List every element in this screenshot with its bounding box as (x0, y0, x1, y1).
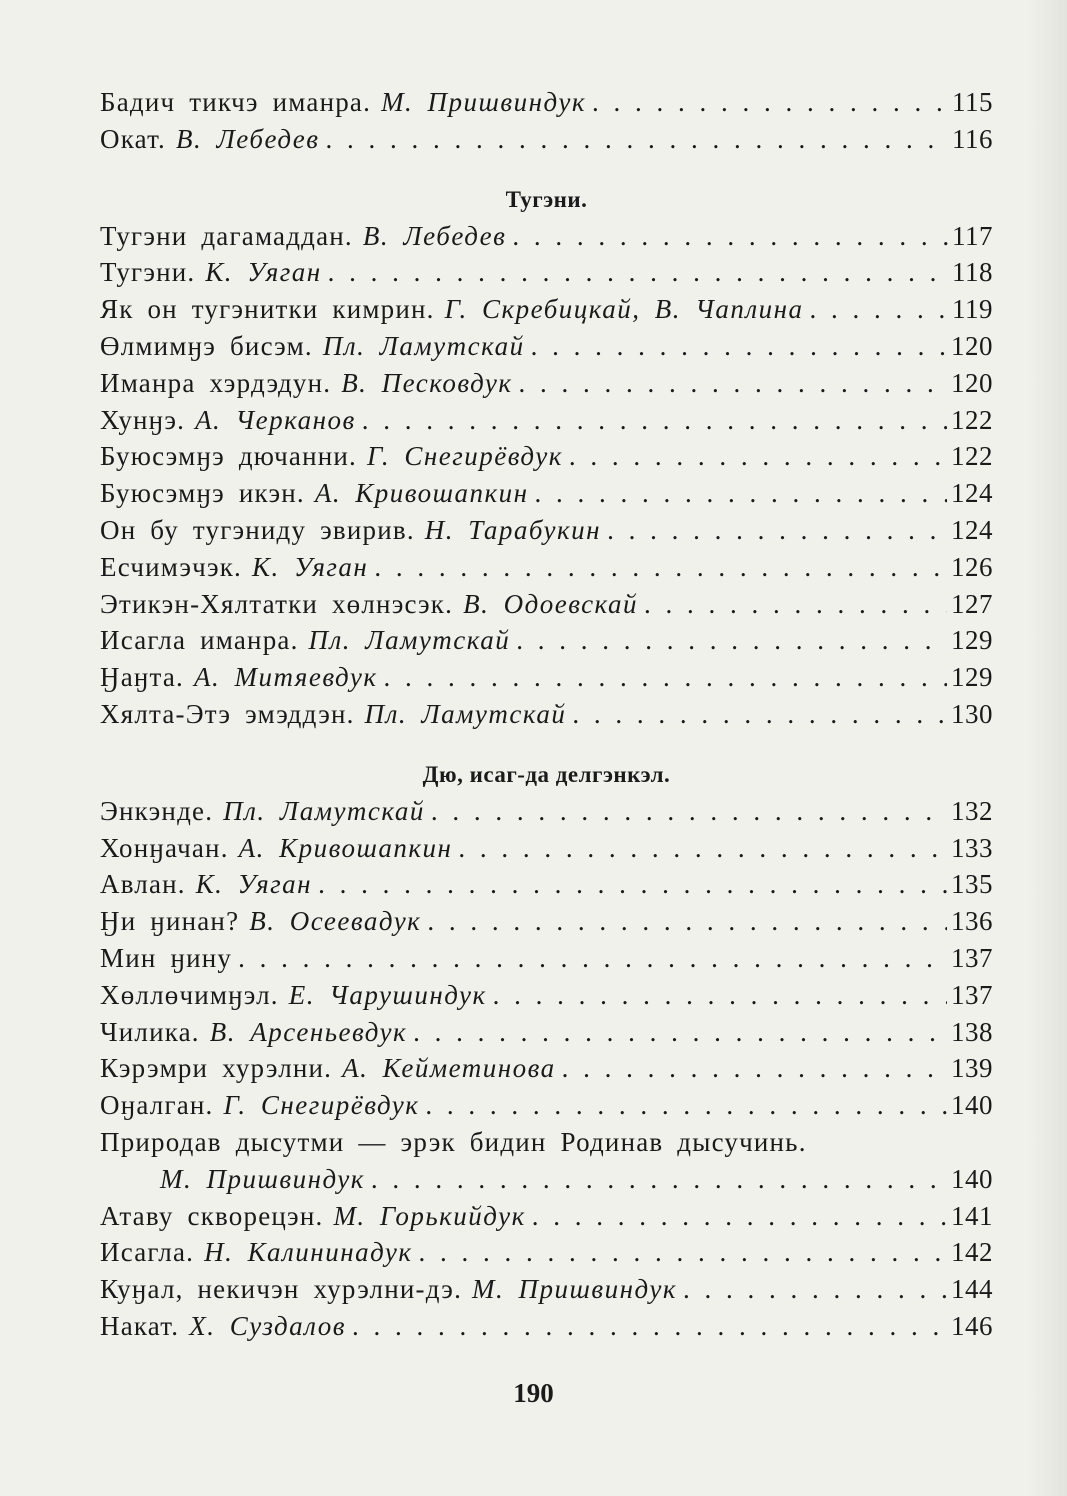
toc-entry (100, 1198, 993, 1235)
entry-page-number: 135 (951, 869, 993, 900)
section-heading: Дю, исаг-да делгэнкэл. (422, 761, 671, 787)
entry-author: Пл. Ламутскай (322, 330, 525, 361)
toc-entry (100, 402, 993, 439)
dot-leader (683, 1271, 947, 1308)
entry-title: Як он тугэнитки кимрин. (100, 294, 435, 325)
entry-author: В. Песковдук (341, 367, 513, 398)
table-of-contents (100, 84, 993, 1345)
dot-leader (371, 1161, 947, 1198)
dot-leader (535, 475, 947, 512)
entry-page-number: 130 (951, 698, 993, 729)
entry-author: В. Одоевскай (463, 588, 639, 619)
dot-leader (383, 659, 947, 696)
toc-entry (100, 977, 993, 1014)
entry-title: Тугэни. (100, 257, 196, 288)
entry-page-number: 139 (951, 1053, 993, 1084)
entry-author: Е. Чарушиндук (288, 979, 487, 1010)
entry-page-number: 124 (951, 478, 993, 509)
toc-entry (100, 549, 993, 586)
entry-title: Окат. (100, 123, 167, 154)
entry-author: Г. Снегирёвдук (366, 441, 563, 472)
entry-author: В. Осеевадук (249, 906, 422, 937)
dot-leader (531, 328, 947, 365)
entry-author: Пл. Ламутскай (223, 795, 425, 826)
entry-page-number: 124 (951, 514, 993, 545)
dot-leader (427, 903, 947, 940)
entry-title: Өлмимӈэ бисэм. (100, 330, 313, 361)
dot-leader (413, 1014, 947, 1051)
entry-page-number: 144 (951, 1274, 993, 1305)
entry-page-number: 127 (951, 588, 993, 619)
entry-title: Исагла. (100, 1237, 195, 1268)
entry-page-number: 116 (952, 123, 993, 154)
toc-section (100, 180, 993, 733)
entry-author: К. Уяган (205, 257, 322, 288)
dot-leader (644, 586, 947, 623)
entry-page-number: 126 (951, 551, 993, 582)
entry-author: М. Пришвиндук (160, 1163, 365, 1194)
toc-entry (100, 218, 993, 255)
entry-author: Пл. Ламутскай (308, 625, 511, 656)
entry-author: Пл. Ламутскай (364, 698, 567, 729)
entry-author: М. Пришвиндук (381, 87, 586, 117)
entry-page-number: 146 (951, 1310, 993, 1341)
entry-title: Накат. (100, 1310, 180, 1341)
dot-leader (419, 1234, 947, 1271)
entry-page-number: 137 (951, 942, 993, 973)
toc-entry (100, 1161, 993, 1198)
dot-leader (810, 291, 948, 328)
toc-entry (100, 328, 993, 365)
dot-leader (512, 218, 948, 255)
dot-leader (458, 830, 947, 867)
toc-entry (100, 438, 993, 475)
entry-author: Г. Снегирёвдук (223, 1090, 420, 1121)
entry-page-number: 133 (951, 832, 993, 863)
entry-title: Тугэни дагамаддан. (100, 220, 353, 251)
entry-page-number: 122 (951, 404, 993, 435)
toc-entry (100, 940, 993, 977)
dot-leader (431, 793, 947, 830)
entry-title: Буюсэмӈэ икэн. (100, 478, 305, 509)
dot-leader (532, 1198, 947, 1235)
toc-section (100, 755, 993, 1345)
toc-entry (100, 365, 993, 402)
toc-entry (100, 84, 993, 121)
toc-entry (100, 512, 993, 549)
entry-title: Кэрэмри хурэлни. (100, 1053, 333, 1084)
entry-author: В. Лебедев (362, 220, 507, 251)
toc-entry (100, 622, 993, 659)
entry-page-number: 117 (952, 220, 993, 251)
toc-entry (100, 254, 993, 291)
entry-title: Оӈалган. (100, 1090, 214, 1121)
entry-page-number: 137 (951, 979, 993, 1010)
entry-page-number: 129 (951, 662, 993, 693)
entry-page-number: 120 (951, 367, 993, 398)
dot-leader (374, 549, 947, 586)
toc-entry (100, 1014, 993, 1051)
entry-author: М. Пришвиндук (472, 1274, 677, 1305)
toc-entry (100, 475, 993, 512)
entry-title: Ӈаӈта. (100, 662, 184, 693)
entry-author: А. Черканов (195, 404, 356, 435)
entry-author: Н. Тарабукин (424, 514, 602, 545)
entry-author: Х. Суздалов (189, 1310, 346, 1341)
toc-entry (100, 903, 993, 940)
entry-title: Чилика. (100, 1016, 200, 1047)
dot-leader (569, 438, 947, 475)
entry-author: М. Горькийдук (333, 1200, 526, 1231)
toc-entry (100, 696, 993, 733)
dot-leader (562, 1050, 947, 1087)
entry-author: В. Арсеньевдук (209, 1016, 408, 1047)
toc-entry (100, 1234, 993, 1271)
toc-entry (100, 659, 993, 696)
dot-leader (592, 84, 948, 121)
page-edge-shadow (1027, 0, 1067, 1496)
entry-author: К. Уяган (195, 869, 313, 900)
dot-leader (328, 254, 948, 291)
entry-title: Исагла иманра. (100, 625, 299, 656)
entry-title: Мин ӈину (100, 942, 233, 973)
toc-section (100, 84, 993, 158)
toc-entry (100, 1050, 993, 1087)
toc-entry (100, 793, 993, 830)
toc-entry (100, 1087, 993, 1124)
dot-leader (425, 1087, 947, 1124)
toc-entry (100, 586, 993, 623)
entry-title: Хонӈачан. (100, 832, 229, 863)
dot-leader (352, 1308, 947, 1345)
entry-page-number: 115 (952, 87, 993, 117)
entry-page-number: 136 (951, 906, 993, 937)
dot-leader (519, 365, 947, 402)
toc-entry (100, 1124, 993, 1161)
dot-leader (238, 940, 947, 977)
entry-page-number: 142 (951, 1237, 993, 1268)
dot-leader (326, 121, 948, 158)
toc-entry (100, 1271, 993, 1308)
toc-entry (100, 291, 993, 328)
entry-title: Хялта-Этэ эмэддэн. (100, 698, 355, 729)
entry-page-number: 132 (951, 795, 993, 826)
dot-leader (572, 696, 947, 733)
entry-title: Атаву скворецэн. (100, 1200, 324, 1231)
toc-entry (100, 866, 993, 903)
entry-author: А. Митяевдук (194, 662, 378, 693)
entry-page-number: 138 (951, 1016, 993, 1047)
entry-title: Он бу тугэниду эвирив. (100, 514, 415, 545)
dot-leader (493, 977, 947, 1014)
entry-title: Иманра хэрдэдун. (100, 367, 332, 398)
entry-title: Хөллөчимӈэл. (100, 979, 279, 1010)
entry-title: Бадич тикчэ иманра. (100, 87, 372, 117)
entry-title: Ӈи ӈинан? (100, 906, 240, 937)
dot-leader (362, 402, 947, 439)
entry-page-number: 141 (951, 1200, 993, 1231)
entry-author: Н. Калининадук (204, 1237, 413, 1268)
entry-page-number: 120 (951, 330, 993, 361)
toc-entry (100, 1308, 993, 1345)
entry-page-number: 119 (952, 294, 993, 325)
entry-author: К. Уяган (252, 551, 369, 582)
entry-title: Этикэн-Хялтатки хөлнэсэк. (100, 588, 454, 619)
entry-page-number: 140 (951, 1163, 993, 1194)
entry-title: Энкэнде. (100, 795, 214, 826)
page-number: 190 (513, 1378, 554, 1408)
entry-title: Куӈал, некичэн хурэлни-дэ. (100, 1274, 463, 1305)
entry-title: Природав дысутми — эрэк бидин Родинав дысучинь. (100, 1126, 807, 1157)
dot-leader (607, 512, 947, 549)
entry-author: А. Кейметинова (342, 1053, 556, 1084)
dot-leader (318, 866, 947, 903)
entry-title: Есчимэчэк. (100, 551, 243, 582)
toc-entry (100, 121, 993, 158)
section-heading: Тугэни. (505, 186, 588, 212)
entry-page-number: 118 (952, 257, 993, 288)
entry-title: Хунӈэ. (100, 404, 186, 435)
entry-author: Г. Скребицкай, В. Чаплина (444, 294, 804, 325)
entry-author: А. Кривошапкин (238, 832, 453, 863)
dot-leader (516, 622, 947, 659)
entry-author: А. Кривошапкин (314, 478, 529, 509)
entry-title: Авлан. (100, 869, 186, 900)
toc-entry (100, 830, 993, 867)
entry-page-number: 122 (951, 441, 993, 472)
entry-title: Буюсэмӈэ дючанни. (100, 441, 357, 472)
entry-page-number: 129 (951, 625, 993, 656)
entry-page-number: 140 (951, 1090, 993, 1121)
entry-author: В. Лебедев (176, 123, 320, 154)
